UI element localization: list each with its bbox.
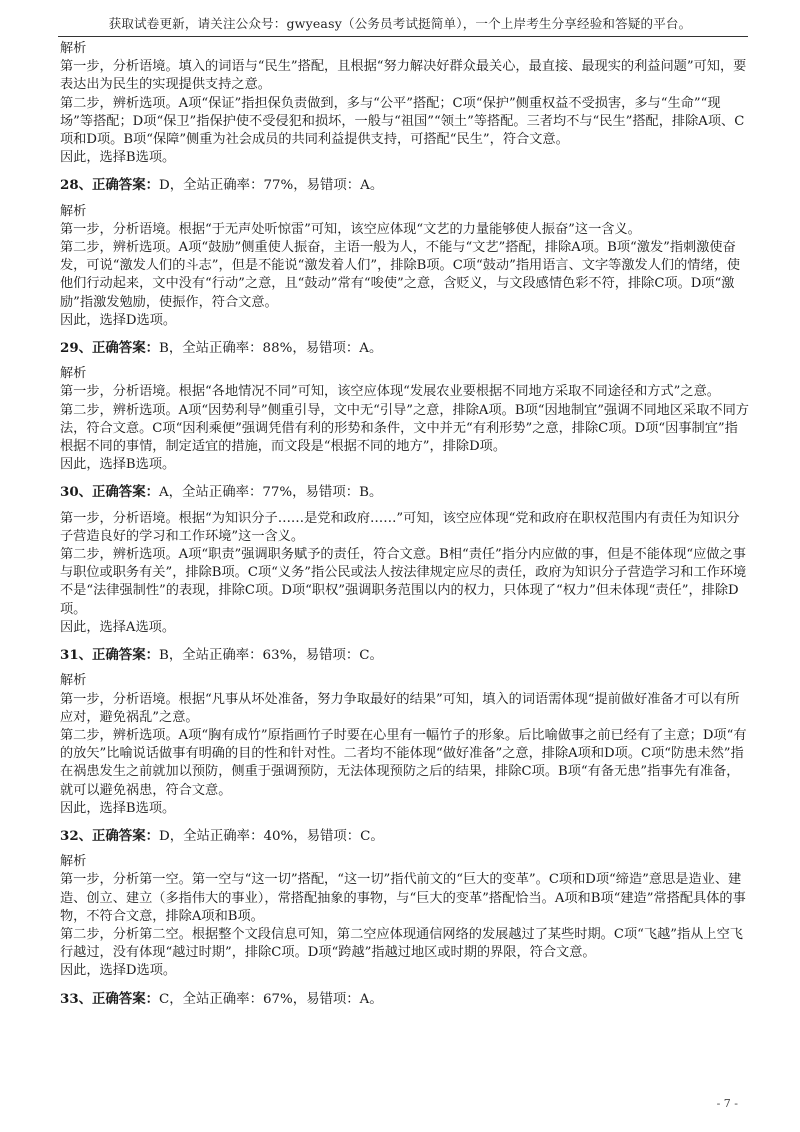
- analysis-block-27: [60, 40, 750, 167]
- question-block-30: [60, 483, 750, 637]
- paragraph: 第一步，分析语境。填入的词语与“民生”搭配，且根据“努力解决好群众最关心，最直接、最现实的利益问题”可知，要表达出为民生的实现提供支持之意。: [60, 59, 747, 93]
- analysis-label: 解析: [60, 673, 87, 689]
- paragraph: 第一步，分析第一空。第一空与“这一切”搭配，“这一切”指代前文的“巨大的变革”。C项和D项“缔造”意思是造业、建造、创立、建立（多指伟大的事业），常搭配抽象的事物，与“巨大的变革”搭配恰当。A项和B项“建造”常搭配具体的事物，不符合文意，排除A项和B项。: [60, 872, 746, 924]
- paragraph: 第一步，分析语境。根据“为知识分子……是党和政府……”可知，该空应体现“党和政府在职权范围内有责任为知识分子营造良好的学习和工作环境”这一含义。: [60, 510, 740, 544]
- paragraph: 第二步，辨析选项。A项“保证”指担保负责做到，多与“公平”搭配；C项“保护”侧重权益不受损害，多与“生命”“现场”等搭配；D项“保卫”指保护使不受侵犯和损坏，一般与“祖国”“领土”等搭配。三者均不与“民生”搭配，排除A项、C项和D项。B项“保障”侧重为社会成员的共同利益提供支持，可搭配“民生”，符合文意。: [60, 95, 745, 148]
- paragraph: 第二步，辨析选项。A项“胸有成竹”原指画竹子时要在心里有一幅竹子的形象。后比喻做事之前已经有了主意；D项“有的放矢”比喻说话做事有明确的目的性和针对性。二者均不能体现“做好准备”之意，排除A项和D项。C项“防患未然”指在祸患发生之前就加以预防，侧重于强调预防，无法体现预防之后的结果，排除C项。B项“有备无患”指事先有准备，就可以避免祸患，符合文意。: [60, 727, 747, 798]
- answer-line: [60, 990, 750, 1009]
- answer-line-lead: 33、正确答案：: [60, 990, 159, 1007]
- paragraph: 第二步，分析第二空。根据整个文段信息可知，第二空应体现通信网络的发展越过了某些时期。C项“飞越”指从上空飞行越过，没有体现“越过时期”，排除C项。D项“跨越”指越过地区或时期的界限，符合文意。: [60, 926, 743, 961]
- answer-line-tail: C，全站正确率：67%，易错项：A。: [158, 991, 383, 1007]
- paragraph: 第一步，分析语境。根据“于无声处听惊雷”可知，该空应体现“文艺的力量能够使人振奋”这一含义。: [60, 221, 641, 237]
- header-rule: [58, 36, 748, 37]
- question-block-29: [60, 339, 750, 474]
- answer-line-tail: D，全站正确率：77%，易错项：A。: [158, 178, 384, 194]
- paragraph: 因此，选择D选项。: [60, 312, 177, 328]
- page-body: [60, 40, 750, 1016]
- answer-line-lead: 31、正确答案：: [60, 647, 159, 664]
- answer-line-tail: D，全站正确率：40%，易错项：C。: [158, 828, 384, 844]
- analysis-label: 解析: [60, 203, 87, 219]
- answer-line-lead: 28、正确答案：: [60, 177, 159, 194]
- answer-line-lead: 32、正确答案：: [60, 827, 159, 844]
- analysis-label: 解析: [60, 854, 87, 870]
- paragraph: 第一步，分析语境。根据“凡事从坏处准备，努力争取最好的结果”可知，填入的词语需体现“提前做好准备才可以有所应对，避免祸乱”之意。: [60, 691, 740, 725]
- analysis-label: 解析: [60, 366, 87, 382]
- answer-line: [60, 827, 750, 846]
- paragraph: 因此，选择B选项。: [60, 800, 176, 816]
- page-header: 获取试卷更新，请关注公众号：gwyeasy（公务员考试挺简单），一个上岸考生分享经验和答疑的平台。: [108, 16, 692, 31]
- answer-line-lead: 30、正确答案：: [60, 484, 159, 501]
- paragraph: 第二步，辨析选项。A项“职责”强调职务赋予的责任，符合文意。B相“责任”指分内应做的事，但是不能体现“应做之事与职位或职务有关”，排除B项。C项“义务”指公民或法人按法律规定应尽的责任，政府为知识分子营造学习和工作环境不是“法律强制性”的表现，排除C项。D项“职权”强调职务范围以内的权力，只体现了“权力”但未体现“责任”，排除D项。: [60, 547, 747, 617]
- question-block-28: [60, 176, 750, 330]
- paragraph: 因此，选择A选项。: [60, 619, 176, 635]
- answer-line-tail: B，全站正确率：88%，易错项：A。: [158, 341, 383, 357]
- question-block-32: [60, 827, 750, 981]
- answer-line-tail: A，全站正确率：77%，易错项：B。: [158, 485, 383, 501]
- answer-line-tail: B，全站正确率：63%，易错项：C。: [158, 648, 383, 664]
- paragraph: 第二步，辨析选项。A项“因势利导”侧重引导，文中无“引导”之意，排除A项。B项“因地制宜”强调不同地区采取不同方法，符合文意。C项“因利乘便”强调凭借有利的形势和条件，文中并无“有利形势”之意，排除C项。D项“因事制宜”指根据不同的事情，制定适宜的措施，而文段是“根据不同的地方”，排除D项。: [60, 402, 749, 455]
- paragraph: 因此，选择B选项。: [60, 457, 176, 473]
- paragraph: 第二步，辨析选项。A项“鼓励”侧重使人振奋，主语一般为人，不能与“文艺”搭配，排除A项。B项“激发”指刺激使奋发，可说“激发人们的斗志”，但是不能说“激发着人们”，排除B项。C项“鼓动”指用语言、文字等激发人们的情绪，使他们行动起来，文中没有“行动”之意，且“鼓动”常有“唆使”之意，含贬义，与文段感情色彩不符，排除C项。D项“激励”指激发勉励，使振作，符合文意。: [60, 240, 741, 310]
- page-number: - 7 -: [716, 1097, 738, 1110]
- answer-line: [60, 646, 750, 665]
- paragraph: 因此，选择D选项。: [60, 963, 177, 979]
- paragraph: 第一步，分析语境。根据“各地情况不同”可知，该空应体现“发展农业要根据不同地方采取不同途径和方式”之意。: [60, 384, 720, 400]
- answer-line: [60, 176, 750, 195]
- paragraph: 因此，选择B选项。: [60, 150, 176, 166]
- answer-line: [60, 483, 750, 502]
- answer-line-lead: 29、正确答案：: [60, 340, 159, 357]
- question-block-33: [60, 990, 750, 1009]
- question-block-31: [60, 646, 750, 818]
- answer-line: [60, 339, 750, 358]
- analysis-label: 解析: [60, 41, 87, 56]
